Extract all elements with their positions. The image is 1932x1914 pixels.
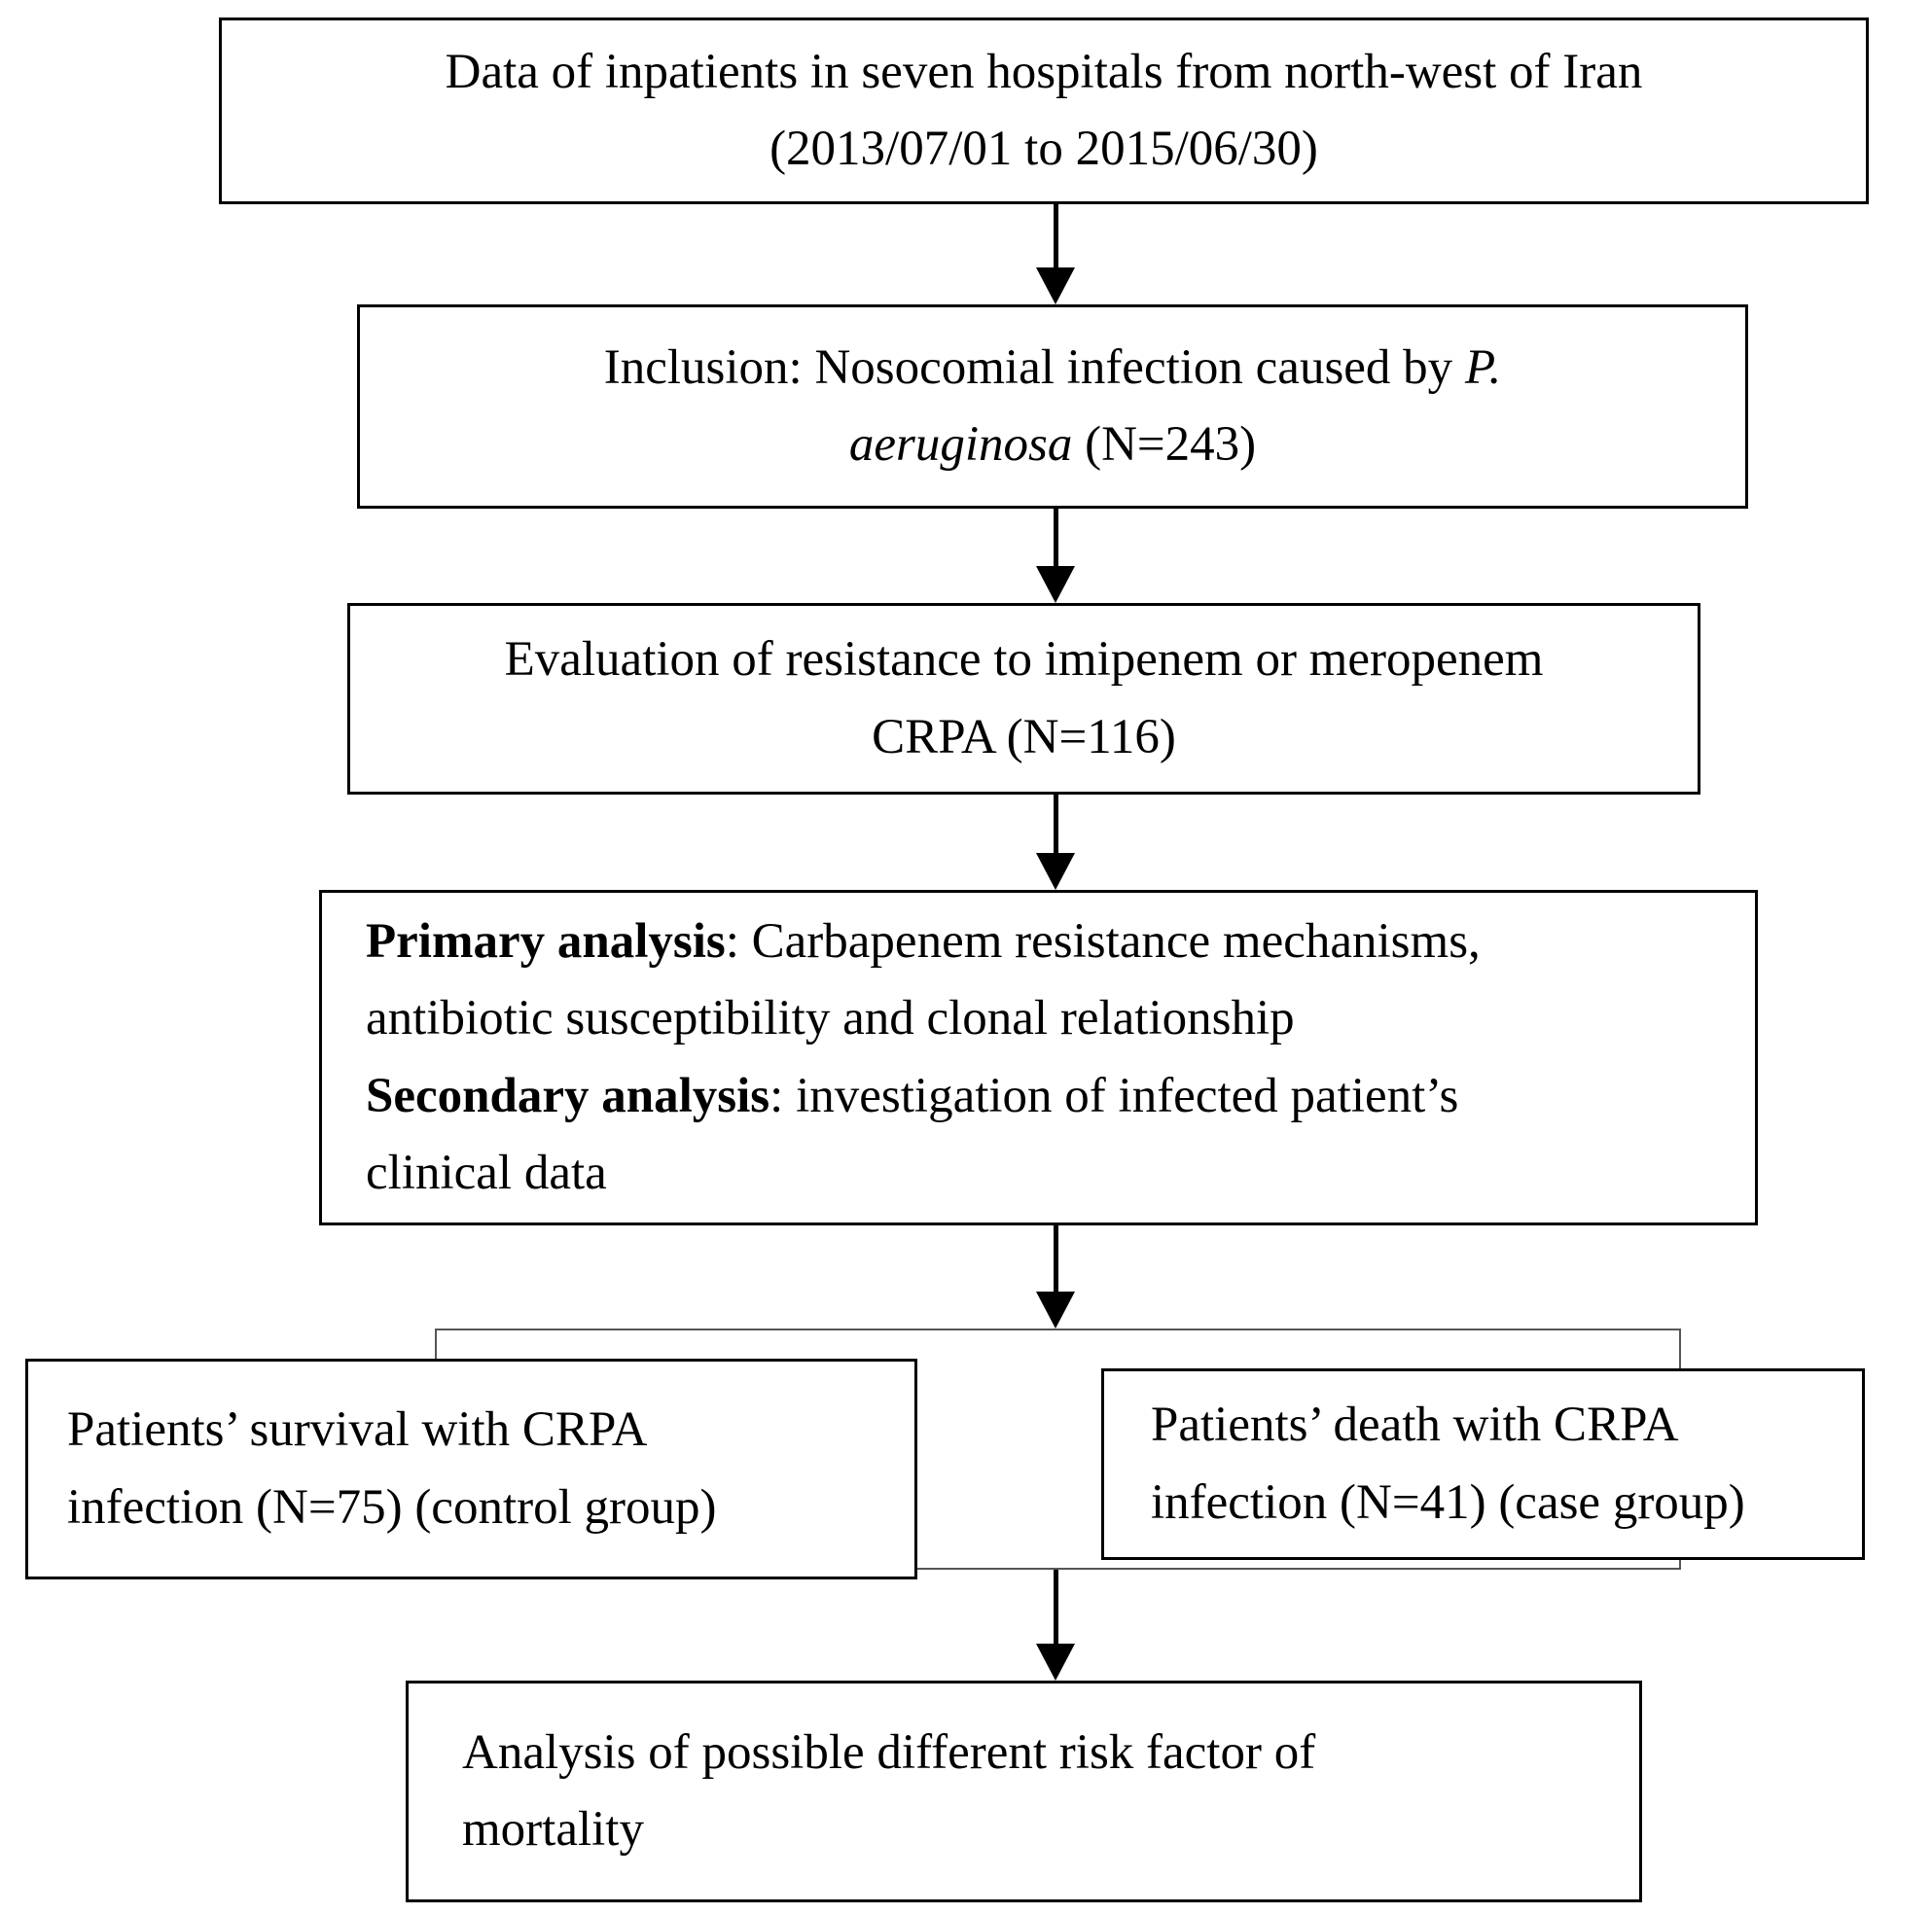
analysis-line4: clinical data (366, 1145, 607, 1200)
arrow-head-icon (1036, 1644, 1075, 1681)
control-line2: infection (N=75) (control group) (67, 1479, 717, 1535)
analysis-line1 (366, 904, 1711, 980)
arrow-head-icon (1036, 267, 1075, 304)
analysis-rest1: : Carbapenem resistance mechanisms, (725, 914, 1481, 970)
box-inclusion-line1 (360, 330, 1745, 407)
box-risk-analysis (406, 1681, 1642, 1902)
box-evaluation-line1: Evaluation of resistance to imipenem or meropenem (504, 632, 1544, 688)
box-control-group (25, 1359, 917, 1579)
arrow-head-icon (1036, 566, 1075, 603)
flow-arrow-3 (1034, 795, 1077, 890)
box-data-source (219, 18, 1869, 204)
risk-line2: mortality (462, 1802, 644, 1857)
box-case-group (1101, 1368, 1865, 1560)
case-line2: infection (N=41) (case group) (1151, 1474, 1745, 1530)
arrow-line (1054, 1225, 1058, 1292)
arrow-line (1054, 204, 1058, 267)
box-data-source-line2: (2013/07/01 to 2015/06/30) (769, 122, 1318, 176)
box-evaluation (347, 603, 1700, 795)
analysis-bold1: Primary analysis (366, 914, 726, 970)
control-line1: Patients’ survival with CRPA (67, 1402, 648, 1458)
box-inclusion-line2 (360, 407, 1745, 483)
inclusion-prefix: Inclusion: Nosocomial infection caused by (603, 339, 1465, 395)
analysis-rest2: : investigation of infected patient’s (769, 1068, 1459, 1123)
flow-arrow-5 (1034, 1570, 1077, 1681)
arrow-line (1054, 509, 1058, 566)
flow-arrow-2 (1034, 509, 1077, 603)
box-evaluation-line2: CRPA (N=116) (872, 709, 1176, 764)
inclusion-suffix: (N=243) (1072, 417, 1257, 472)
arrow-line (1054, 1570, 1058, 1644)
analysis-line3 (366, 1058, 1711, 1135)
arrow-head-icon (1036, 1292, 1075, 1329)
inclusion-italic1: P. (1464, 339, 1502, 395)
flow-arrow-1 (1034, 204, 1077, 304)
arrow-line (1054, 795, 1058, 853)
box-inclusion (357, 304, 1748, 509)
flow-arrow-4 (1034, 1225, 1077, 1329)
box-analysis-plan (319, 890, 1758, 1225)
analysis-bold2: Secondary analysis (366, 1068, 770, 1123)
risk-line1: Analysis of possible different risk factor of (462, 1724, 1316, 1780)
arrow-head-icon (1036, 853, 1075, 890)
analysis-line2: antibiotic susceptibility and clonal relationship (366, 991, 1295, 1046)
inclusion-italic2: aeruginosa (848, 417, 1073, 472)
case-line1: Patients’ death with CRPA (1151, 1398, 1679, 1453)
box-data-source-line1: Data of inpatients in seven hospitals from north-west of Iran (445, 44, 1643, 99)
